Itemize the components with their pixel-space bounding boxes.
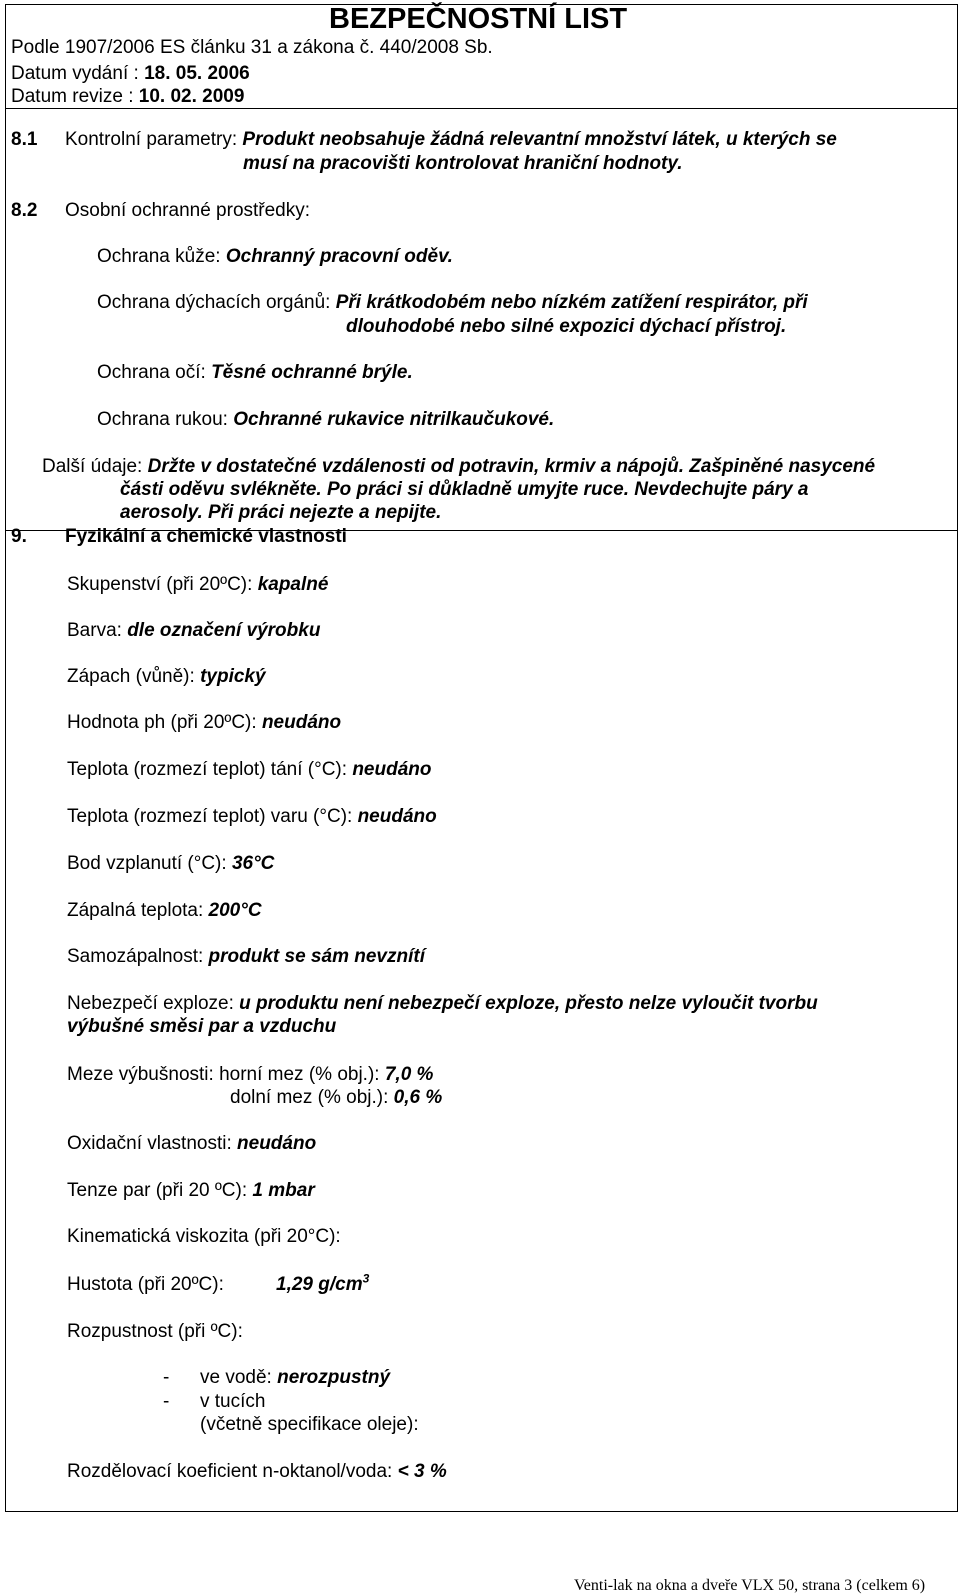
water-solubility: ve vodě: nerozpustný	[200, 1367, 391, 1388]
melting-row: Teplota (rozmezí teplot) tání (°C): neudáno	[67, 759, 432, 780]
flash-point-row: Bod vzplanutí (°C): 36°C	[67, 853, 275, 874]
partition-coefficient-row: Rozdělovací koeficient n-oktanol/voda: < 3 %	[67, 1461, 447, 1482]
oil-specification: (včetně specifikace oleje):	[200, 1414, 419, 1435]
regulation-line: Podle 1907/2006 ES článku 31 a zákona č. 440/2008 Sb.	[11, 37, 493, 58]
document-title: BEZPEČNOSTNÍ LIST	[329, 3, 628, 35]
eye-protection: Ochrana očí: Těsné ochranné brýle.	[97, 362, 413, 383]
page-footer: Venti-lak na okna a dveře VLX 50, strana 3 (celkem 6)	[574, 1577, 926, 1594]
section-8-2-number: 8.2	[11, 200, 38, 221]
viscosity-row: Kinematická viskozita (při 20°C):	[67, 1226, 341, 1247]
respiratory-protection: Ochrana dýchacích orgánů: Při krátkodobém nebo nízkém zatížení respirátor, při	[97, 292, 808, 313]
section-9-title: Fyzikální a chemické vlastnosti	[65, 526, 347, 547]
fat-dash: -	[163, 1391, 170, 1412]
revision-date-line: Datum revize : 10. 02. 2009	[11, 86, 245, 107]
color-row: Barva: dle označení výrobku	[67, 620, 321, 641]
explosion-limits-lower: dolní mez (% obj.): 0,6 %	[230, 1087, 443, 1108]
section-9-number: 9.	[11, 526, 27, 547]
explosion-limits-upper: Meze výbušnosti: horní mez (% obj.): 7,0 %	[67, 1064, 434, 1085]
personal-protection-heading: Osobní ochranné prostředky:	[65, 200, 311, 221]
oxidizing-row: Oxidační vlastnosti: neudáno	[67, 1133, 317, 1154]
other-info: Další údaje: Držte v dostatečné vzdálenosti od potravin, krmiv a nápojů. Zašpiněné nasycené	[42, 456, 876, 477]
explosion-row-cont: výbušné směsi par a vzduchu	[67, 1016, 337, 1037]
header-divider	[5, 108, 958, 109]
vapor-pressure-row: Tenze par (při 20 ºC): 1 mbar	[67, 1180, 315, 1201]
fat-solubility: v tucích	[200, 1391, 266, 1412]
issue-date-line: Datum vydání : 18. 05. 2006	[11, 63, 250, 84]
water-dash: -	[163, 1367, 170, 1388]
ignition-row: Zápalná teplota: 200°C	[67, 900, 262, 921]
ph-row: Hodnota ph (při 20ºC): neudáno	[67, 712, 342, 733]
other-info-line2: části oděvu svlékněte. Po práci si důkladně umyjte ruce. Nevdechujte páry a	[120, 479, 809, 500]
state-row: Skupenství (při 20ºC): kapalné	[67, 574, 329, 595]
explosion-row: Nebezpečí exploze: u produktu není nebezpečí exploze, přesto nelze vyloučit tvorbu	[67, 993, 818, 1014]
boiling-row: Teplota (rozmezí teplot) varu (°C): neudáno	[67, 806, 437, 827]
respiratory-protection-cont: dlouhodobé nebo silné expozici dýchací přístroj.	[346, 316, 787, 337]
skin-protection: Ochrana kůže: Ochranný pracovní oděv.	[97, 246, 453, 267]
hand-protection: Ochrana rukou: Ochranné rukavice nitrilkaučukové.	[97, 409, 555, 430]
odor-row: Zápach (vůně): typický	[67, 666, 266, 687]
control-parameters: Kontrolní parametry: Produkt neobsahuje žádná relevantní množství látek, u kterých se	[65, 129, 837, 150]
other-info-line3: aerosoly. Při práci nejezte a nepijte.	[120, 502, 442, 523]
density-value: 1,29 $g/cm^3$	[276, 1271, 370, 1295]
density-label: Hustota (při 20ºC):	[67, 1274, 224, 1295]
section-8-1-number: 8.1	[11, 129, 38, 150]
solubility-label: Rozpustnost (při ºC):	[67, 1321, 243, 1342]
self-ignition-row: Samozápalnost: produkt se sám nevznítí	[67, 946, 425, 967]
control-parameters-cont: musí na pracovišti kontrolovat hraniční hodnoty.	[243, 153, 683, 174]
